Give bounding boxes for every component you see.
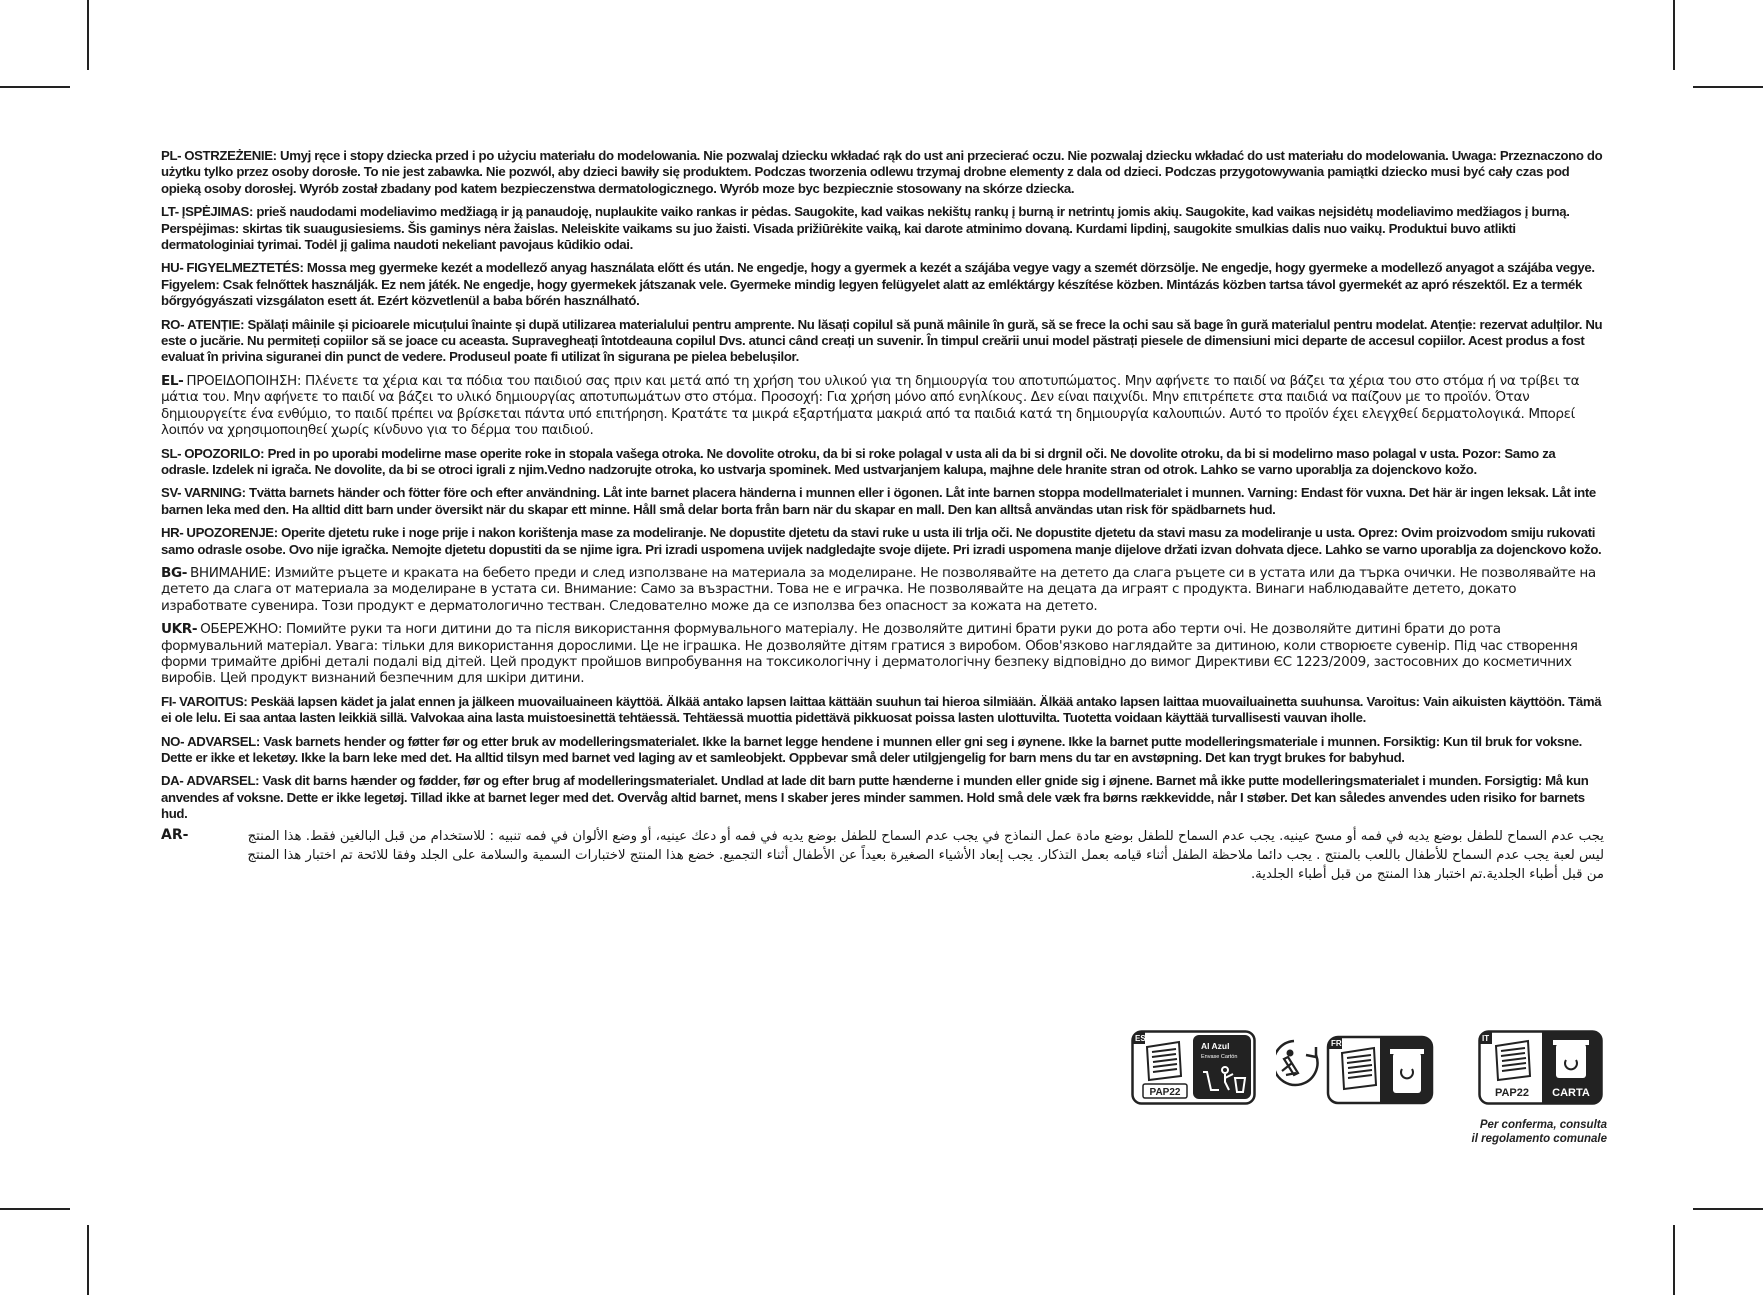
triman-paper-bin-icon	[1276, 1033, 1436, 1110]
svg-text:PAP22: PAP22	[1494, 1087, 1530, 1099]
paper-recycle-es-icon	[1131, 1030, 1256, 1111]
svg-text:Al Azul: Al Azul	[1201, 1041, 1230, 1051]
crop-mark-top-right-vertical	[1673, 0, 1675, 70]
warning-ukr: UKR- ОБЕРЕЖНО: Помийте руки та ноги дитини до та після використання формувального матеріалу. Не дозволяйте дитині брати руки до рота або терти очі. Не дозволяйте дитині брати до рота формувальний матеріал. Увага: тільки для використання дорослими. Це не іграшка. Не дозволяйте дітям гратися з виробом. Обов'язково наглядайте за дитиною, коли створюєте сувенір. Під час створення форми тримайте дрібні деталі подалі від дітей. Цей продукт пройшов випробування на токсикологічну і дерматологічну безпеку відповідно до вимог Директиви ЄС 1223/2009, застосовних до косметичних виробів. Цей продукт визнаний безпечним для шкіри дитини.	[161, 621, 1578, 687]
warning-fi: FI- VAROITUS: Peskää lapsen kädet ja jalat ennen ja jälkeen muovailuaineen käyttöä. Älkää antako lapsen laittaa kättään suuhun tai hieroa silmiään. Älkää antako lapsen laittaa muovailuainetta suuhunsa. Varoitus: Vain aikuisten käyttöön. Tämä ei ole lelu. Ei saa antaa lasten leikkiä sillä. Valvokaa aina lasta muistoesinettä tehtäessä. Tehtäessä muottia pidettävä pikkuosat poissa lasten ulottuvilta. Tuotetta voidaan käyttää turvallisesti vauvan iholle.	[161, 693, 1602, 726]
warning-pl: PL- OSTRZEŻENIE: Umyj ręce i stopy dziecka przed i po użyciu materiału do modelowania. Nie pozwalaj dziecku wkładać rąk do ust ani przecierać oczu. Nie pozwalaj dziecku wkładać do ust materiału do modelowania. Uwaga: Przeznaczono do użytku tylko przez osoby dorosłe. To nie jest zabawka. Nie pozwól, aby dzieci bawiły się produktem. Podczas tworzenia odlewu trzymaj drobne elementy z dala od dzieci. Podczas przygotowywania pamiątki dziecko musi być cały czas pod opieką osoby dorosłej. Wyrób został zbadany pod katem bezpieczenstwa dermatologicznego. Wyrób moze byc bezpiecznie stosowany na skórze dziecka.	[161, 148, 1603, 196]
safety-warnings	[161, 148, 1604, 830]
svg-text:PAP22: PAP22	[1149, 1087, 1181, 1098]
warning-el: EL- ΠΡΟΕΙΔΟΠΟΙΗΣΗ: Πλένετε τα χέρια και τα πόδια του παιδιού σας πριν και μετά από τη χρήση του υλικού για τη δημιουργία του αποτυπώματος. Μην αφήνετε το παιδί να βάζει τα χέρια του στο στόμα ή να τρίβει τα μάτια του. Μην αφήνετε το παιδί να βάζει το υλικό δημιουργίας αποτυπωμάτων στο στόμα. Προσοχή: Για χρήση μόνο από ενηλίκους. Δεν είναι παιχνίδι. Μην επιτρέπετε στα παιδιά να παίζουν με το προϊόν. Όταν δημιουργείτε ένα ενθύμιο, το παιδί πρέπει να βρίσκεται πάντα υπό επιτήρηση. Κρατάτε τα μικρά εξαρτήματα μακριά από τα παιδιά κατά τη δημιουργία καλουπιών. Αυτό το προϊόν έχει ελεγχθεί δερματολογικά. Μπορεί λοιπόν να χρησιμοποιηθεί χωρίς κίνδυνο για το δέρμα του παιδιού.	[161, 372, 1580, 439]
svg-text:ES: ES	[1135, 1034, 1146, 1043]
warning-no: NO- ADVARSEL: Vask barnets hender og føtter før og etter bruk av modelleringsmaterialet. Ikke la barnet legge hendene i munnen eller gni seg i øynene. Ikke la barnet putte modelleringsmateriale i munnen. Forsiktig: Kun til bruk for voksne. Dette er ikke et leketøy. Ikke la barn leke med det. Ha alltid tilsyn med barnet ved laging av et samleobjekt. Oppbevar små deler utilgjengelig for barn mens du tar en avstøpning. Det kan trygt brukes for babyhud.	[161, 733, 1582, 765]
recycling-logos	[1131, 1030, 1607, 1150]
crop-mark-bottom-right-horizontal	[1693, 1208, 1763, 1210]
crop-mark-bottom-right-vertical	[1673, 1225, 1675, 1295]
warning-ro: RO- ATENȚIE: Spălați mâinile și picioarele micuțului înainte și după utilizarea materialului pentru amprente. Nu lăsați copilul să pună mâinile în gură, să se frece la ochi sau să bage în gură materialul pentru modelat. Atenție: rezervat adulților. Nu este o jucărie. Nu permiteți copiilor să se joace cu aceasta. Supravegheați întotdeauna copilul Dvs. atunci când creați un suvenir. În timpul creării unui model păstrați piesele de dimensiuni mici departe de accesul copiilor. Acest produs a fost evaluat în privina siguranei din punct de vedere. Produseul poate fi utilizat în sigurana pe pielea bebelușilor.	[161, 316, 1603, 365]
recycling-note: Per conferma, consulta il regolamento comunale	[1471, 1119, 1607, 1145]
crop-mark-bottom-left-vertical	[87, 1225, 89, 1295]
crop-mark-bottom-left-horizontal	[0, 1208, 70, 1210]
svg-text:CARTA: CARTA	[1552, 1087, 1590, 1099]
svg-text:IT: IT	[1482, 1034, 1490, 1043]
language-code-ar: AR-	[161, 827, 189, 843]
crop-mark-top-left-horizontal	[0, 86, 70, 88]
warning-da: DA- ADVARSEL: Vask dit barns hænder og fødder, før og efter brug af modelleringsmaterialet. Undlad at lade dit barn putte hænderne i munden eller gnide sig i øjnene. Barnet må ikke putte modelleringsmaterialet i munden. Forsigtig: Må kun anvendes af voksne. Dette er ikke legetøj. Tillad ikke at barnet leger med det. Overvåg altid barnet, mens I skaber jeres minder sammen. Hold små dele væk fra børns rækkevidde, når I støber. Det kan således anvendes uden risiko for barnets hud.	[161, 773, 1589, 822]
warning-ar	[161, 827, 1604, 884]
warning-ar-text: يجب عدم السماح للطفل بوضع يديه في فمه أو مسح عينيه. يجب عدم السماح للطفل بوضع مادة عمل النماذج في يجب عدم السماح للطفل بوضع يديه في فمه أو دعك عينيه، أو وضع الألوان في فمه تنبيه : للاستخدام من قبل البالغين فقط. هذا المنتج ليس لعبة يجب عدم السماح للأطفال باللعب بالمنتج . يجب دائما ملاحظة الطفل أثناء قيامه بعمل التذكار. يجب إبعاد الأشياء الصغيرة بعيداً عن الأطفال أثناء التجميع. خضع هذا المنتج لاختبارات السمية والسلامة على الجلد وفقا للائحة تم اختبار هذا المنتج من قبل أطباء الجلدية.تم اختبار هذا المنتج من قبل أطباء الجلدية.	[247, 829, 1604, 882]
paper-recycle-it-icon	[1478, 1030, 1603, 1111]
warning-hr: HR- UPOZORENJE: Operite djetetu ruke i noge prije i nakon korištenja mase za modeliranje. Ne dopustite djetetu da stavi ruke u usta ili trlja oči. Ne dopustite djetetu da stavi masu za modeliranje u usta. Oprez: Ovim proizvodom smiju rukovati samo odrasle osobe. Ovo nije igračka. Nemojte djetetu dopustiti da se njime igra. Pri izradi uspomena uvijek nadgledajte svoje dijete. Pri izradi uspomena manje dijelove držati izvan dohvata djece. Lahko se varno uporablja za dojenckovo kožo.	[161, 525, 1602, 557]
svg-text:FR: FR	[1331, 1039, 1342, 1048]
warning-bg: BG- ВНИМАНИЕ: Измийте ръцете и краката на бебето преди и след използване на материала за моделиране. Не позволявайте на детето да слага ръцете си в устата или да търка очички. Не позволявайте на детето да слага от материала за моделиране в устата си. Внимание: Само за възрастни. Това не е играчка. Не позволявайте на децата да играят с продукта. Винаги наблюдавайте детето, докато изработвате сувенира. Този продукт е дерматологично тестван. Следователно може да се използва без опасност за кожата на детето.	[161, 564, 1596, 614]
crop-mark-top-left-vertical	[87, 0, 89, 70]
warning-hu: HU- FIGYELMEZTETÉS: Mossa meg gyermeke kezét a modellező anyag használata előtt és után. Ne engedje, hogy a gyermek a kezét a szájába vegye vagy a szemét dörzsölje. Ne engedje, hogy gyermeke a modellező anyagot a szájába vegye. Figyelem: Csak felnőttek használják. Ez nem játék. Ne engedje, hogy gyermekek játszanak vele. Gyermeke mindig legyen felügyelet alatt az emléktárgy készítése közben. Mintázás közben tartsa távol gyermekét az apró részektől. Ez a termék bőrgyógyászati vizsgálaton esett át. Ezért közvetlenül a baba bőrén használható.	[161, 260, 1595, 309]
crop-mark-top-right-horizontal	[1693, 86, 1763, 88]
svg-text:Envase Cartón: Envase Cartón	[1201, 1054, 1238, 1060]
warning-lt: LT- ĮSPĖJIMAS: prieš naudodami modeliavimo medžiagą ir ją panaudoję, nuplaukite vaiko rankas ir pėdas. Saugokite, kad vaikas nekištų rankų į burną ir netrintų jomis akių. Saugokite, kad vaikas nejsidėtų modeliavimo medžiagos į burną. Perspėjimas: skirtas tik suaugusiesiems. Šis gaminys nėra žaislas. Neleiskite vaikams su juo žaisti. Visada prižiūrėkite vaiką, kai darote atminimo dovaną. Kurdami lipdinį, saugokite smulkias dalis nuo vaikų. Produktui buvo atlikti dermatologiniai tyrimai. Todėl jį galima naudoti nekeliant pavojaus kūdikio odai.	[161, 204, 1570, 253]
warning-sl: SL- OPOZORILO: Pred in po uporabi modelirne mase operite roke in stopala vašega otroka. Ne dovolite otroku, da bi si roke polagal v usta ali da bi si drgnil oči. Ne dovolite otroku, da bi si modelirno maso polagal v usta. Pozor: Samo za odrasle. Izdelek ni igrača. Ne dovolite, da bi se otroci igrali z njim.Vedno nadzorujte otroka, ko ustvarja spominek. Med ustvarjanjem kalupa, majhne dele hranite stran od otrok. Lahko se varno uporablja za dojenckovo kožo.	[161, 445, 1556, 477]
warning-sv: SV- VARNING: Tvätta barnets händer och fötter före och efter användning. Låt inte barnet placera händerna i munnen eller i ögonen. Låt inte barnen stoppa modellmaterialet i munnen. Varning: Endast för vuxna. Det här är ingen leksak. Låt inte barnen leka med den. Ha alltid ditt barn under översikt när du skapar ett minne. Håll små delar borta från barn när du skapar en mall. Den kan alltså användas utan risk för spädbarnets hud.	[161, 485, 1596, 517]
